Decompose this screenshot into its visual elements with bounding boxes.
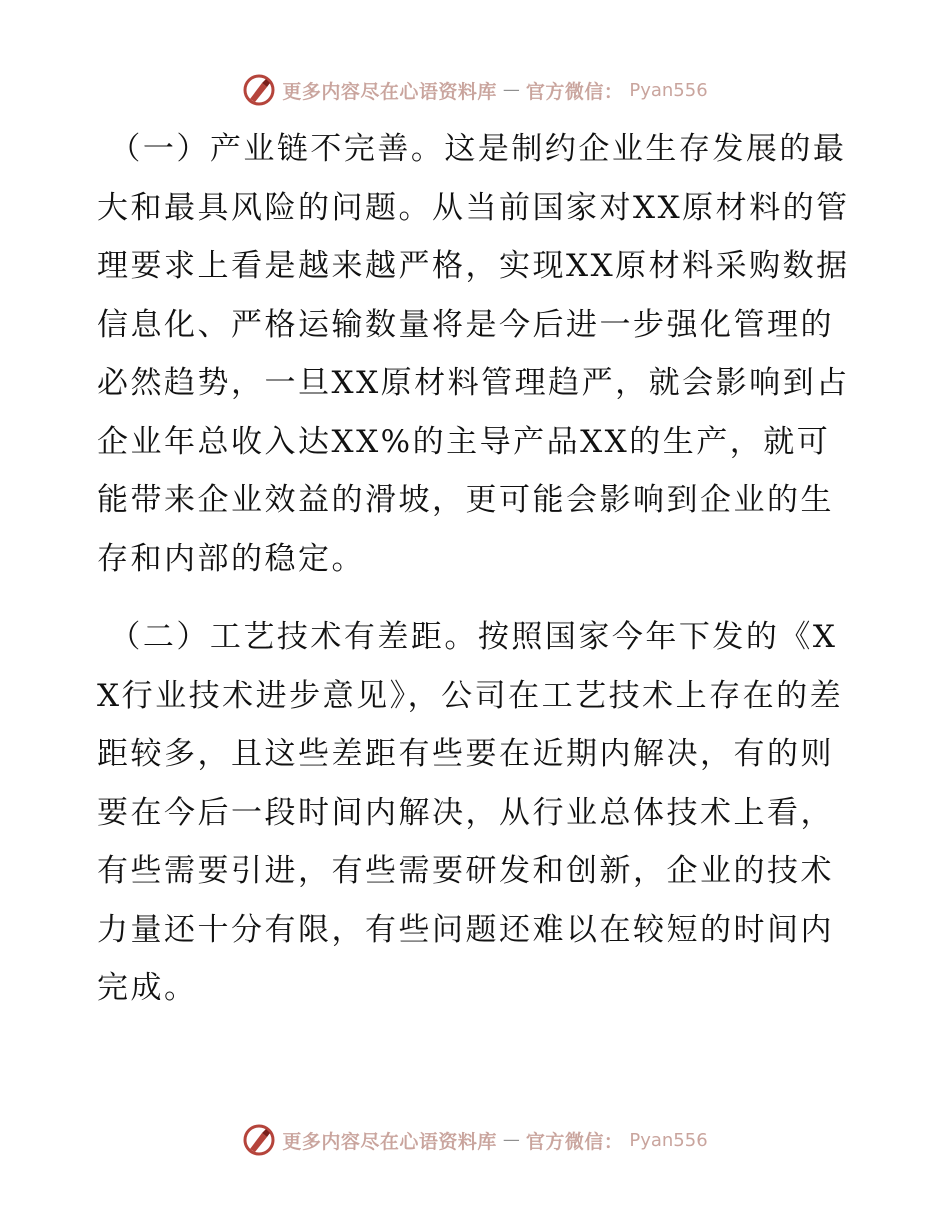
watermark-contact-id: Pyan556 [629,79,708,101]
watermark-dash: — [502,1130,520,1150]
document-body [97,120,857,1018]
watermark-header [0,70,950,110]
watermark-contact-label: 官方微信： [525,1130,624,1153]
pen-logo-icon [242,1123,276,1157]
watermark-footer [0,1120,950,1160]
paragraph-industry-chain: （一）产业链不完善。这是制约企业生存发展的最大和最具风险的问题。从当前国家对XX原材料的管理要求上看是越来越严格，实现XX原材料采购数据信息化、严格运输数量将是今后进一步强化管理的必然趋势，一旦XX原材料管理趋严，就会影响到占企业年总收入达XX%的主导产品XX的生产，就可能带来企业效益的滑坡，更可能会影响到企业的生存和内部的稳定。 [97,131,850,577]
watermark-prefix: 更多内容尽在心语资料库 [282,1130,497,1153]
pen-logo-icon [242,73,276,107]
watermark-prefix: 更多内容尽在心语资料库 [282,80,497,103]
watermark-dash: — [502,80,520,100]
watermark-contact-label: 官方微信： [525,80,624,103]
watermark-contact-id: Pyan556 [629,1129,708,1151]
paragraph-technology-gap: （二）工艺技术有差距。按照国家今年下发的《XX行业技术进步意见》，公司在工艺技术上存在的差距较多，且这些差距有些要在近期内解决，有的则要在今后一段时间内解决，从行业总体技术上看，有些需要引进，有些需要研发和创新，企业的技术力量还十分有限，有些问题还难以在较短的时间内完成。 [97,619,844,1006]
